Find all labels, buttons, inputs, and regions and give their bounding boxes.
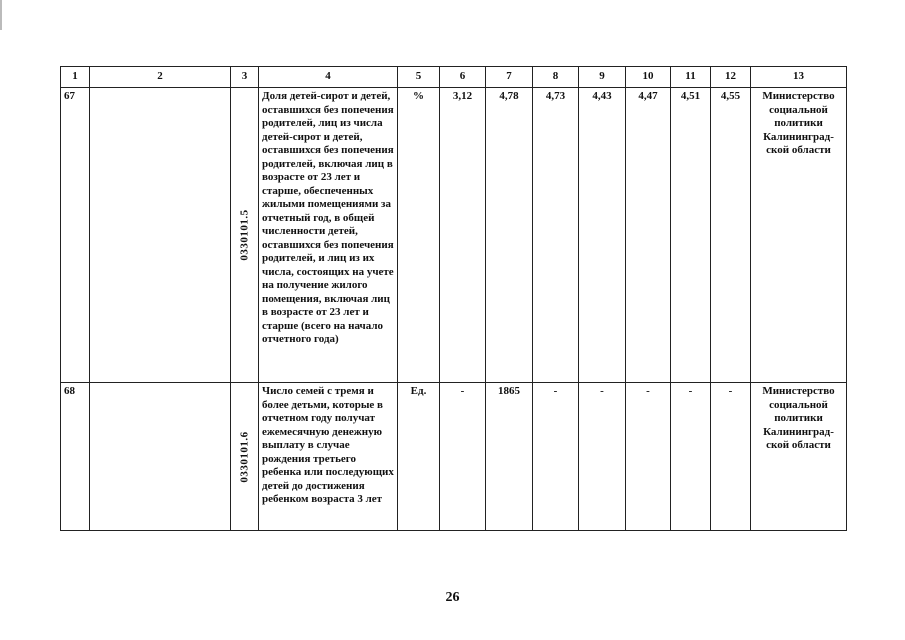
responsible-org: Министерство социальной политики Калининград-ской области xyxy=(751,383,847,531)
program-cell xyxy=(90,88,231,383)
scan-edge-mark xyxy=(0,0,2,30)
indicator-code-cell xyxy=(231,383,259,531)
value-cell: 4,47 xyxy=(626,88,671,383)
value-cell: - xyxy=(671,383,711,531)
header-cell: 12 xyxy=(711,67,751,88)
header-cell: 11 xyxy=(671,67,711,88)
value-cell: 4,78 xyxy=(486,88,533,383)
row-number: 67 xyxy=(61,88,90,383)
value-cell: - xyxy=(440,383,486,531)
value-cell: - xyxy=(579,383,626,531)
value-cell: - xyxy=(626,383,671,531)
header-cell: 5 xyxy=(398,67,440,88)
indicator-description: Доля детей-сирот и детей, оставшихся без попечения родителей, лиц из числа детей-сирот и детей, оставшихся без попечения родителей, включая лиц в возрасте от 23 лет и старше, обеспеченных жилыми помещениями за отчетный год, в общей численности детей, оставшихся без попечения родителей, и лиц из их числа, состоящих на учете на получение жилого помещения, включая лиц в возрасте от 23 лет и старше (всего на начало отчетного года) xyxy=(259,88,398,383)
value-cell: 1865 xyxy=(486,383,533,531)
unit-cell: % xyxy=(398,88,440,383)
header-cell: 1 xyxy=(61,67,90,88)
header-cell: 2 xyxy=(90,67,231,88)
header-cell: 8 xyxy=(533,67,579,88)
header-cell: 10 xyxy=(626,67,671,88)
value-cell: 3,12 xyxy=(440,88,486,383)
header-cell: 3 xyxy=(231,67,259,88)
indicator-code: 0330101.6 xyxy=(237,430,250,483)
responsible-org: Министерство социальной политики Калининград-ской области xyxy=(751,88,847,383)
page-number: 26 xyxy=(445,590,460,605)
program-cell xyxy=(90,383,231,531)
header-row xyxy=(61,67,847,88)
value-cell: 4,43 xyxy=(579,88,626,383)
value-cell: - xyxy=(711,383,751,531)
header-cell: 7 xyxy=(486,67,533,88)
indicator-description: Число семей с тремя и более детьми, которые в отчетном году получат ежемесячную денежную выплату в случае рождения третьего ребенка или последующих детей до достижения ребенком возраста 3 лет xyxy=(259,383,398,531)
value-cell: 4,51 xyxy=(671,88,711,383)
value-cell: - xyxy=(533,383,579,531)
header-cell: 13 xyxy=(751,67,847,88)
value-cell: 4,55 xyxy=(711,88,751,383)
unit-cell: Ед. xyxy=(398,383,440,531)
value-cell: 4,73 xyxy=(533,88,579,383)
header-cell: 6 xyxy=(440,67,486,88)
table-row xyxy=(61,383,847,531)
indicator-code: 0330101.5 xyxy=(237,209,250,261)
table-row xyxy=(61,88,847,383)
header-cell: 4 xyxy=(259,67,398,88)
header-cell: 9 xyxy=(579,67,626,88)
row-number: 68 xyxy=(61,383,90,531)
indicator-code-cell xyxy=(231,88,259,383)
indicators-table xyxy=(60,66,847,531)
